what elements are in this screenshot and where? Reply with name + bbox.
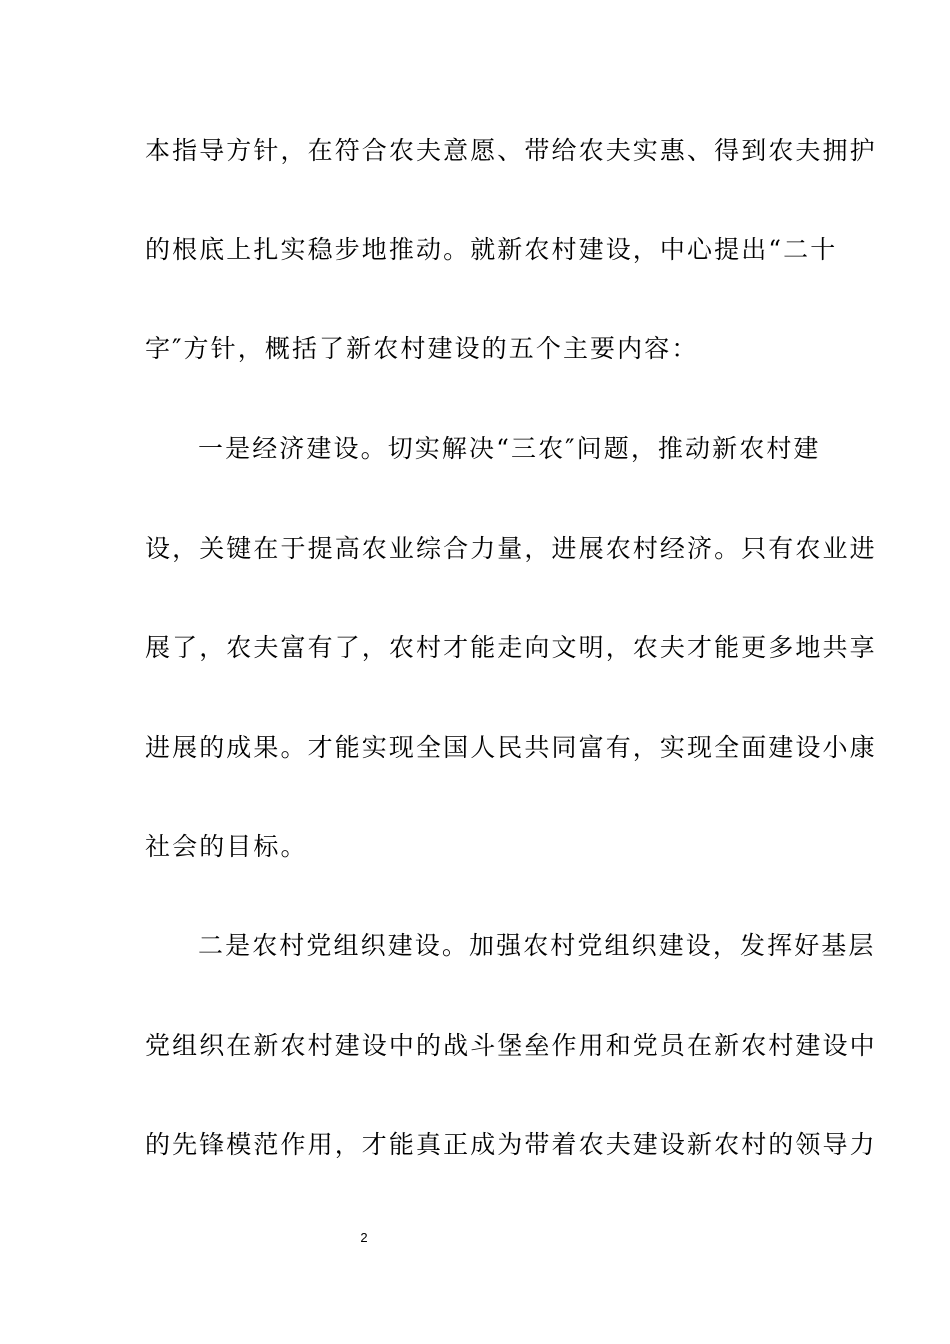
text-line-8: 社会的目标。 xyxy=(145,832,308,861)
text-line-11: 的先锋模范作用，才能真正成为带着农夫建设新农村的领导力 xyxy=(145,1130,877,1159)
text-line-10: 党组织在新农村建设中的战斗堡垒作用和党员在新农村建设中 xyxy=(145,1031,877,1060)
text-line-7: 进展的成果。才能实现全国人民共同富有，实现全面建设小康 xyxy=(145,733,877,762)
text-line-4: 一是经济建设。切实解决“三农″问题，推动新农村建 xyxy=(198,434,821,463)
text-line-9: 二是农村党组织建设。加强农村党组织建设，发挥好基层 xyxy=(198,931,876,960)
page-number: 2 xyxy=(360,1230,368,1245)
text-line-6: 展了，农夫富有了，农村才能走向文明，农夫才能更多地共享 xyxy=(145,633,877,662)
text-line-5: 设，关键在于提高农业综合力量，进展农村经济。只有农业进 xyxy=(145,534,877,563)
text-line-2: 的根底上扎实稳步地推动。就新农村建设，中心提出“二十 xyxy=(145,235,838,264)
text-line-3: 字″方针，概括了新农村建设的五个主要内容： xyxy=(145,334,699,363)
text-line-1: 本指导方针，在符合农夫意愿、带给农夫实惠、得到农夫拥护 xyxy=(145,136,877,165)
